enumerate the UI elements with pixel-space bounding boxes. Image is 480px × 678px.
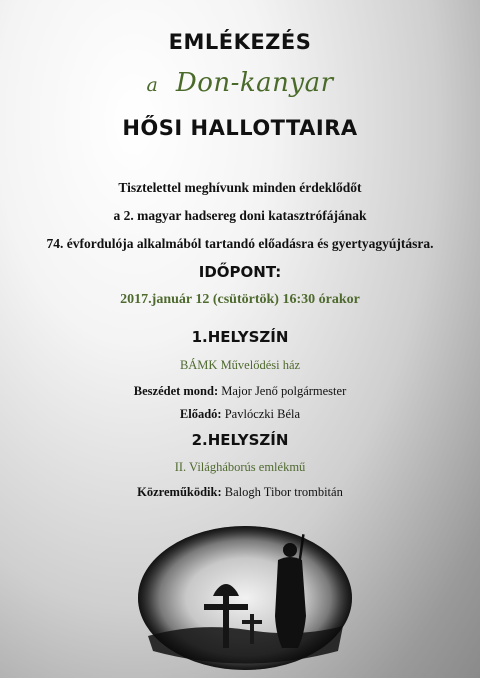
speech-value: Major Jenő polgármester [218,384,347,398]
speech-label: Beszédet mond: [133,384,219,398]
location2-contrib [0,485,480,500]
poster-subtitle: HŐSI HALLOTTAIRA [122,116,358,140]
intro-line-3: 74. évfordulója alkalmából tartandó előadásra és gyertyagyújtásra. [46,236,434,251]
poster-title: EMLÉKEZÉS [168,30,312,54]
location1-heading: 1.HELYSZÍN [191,328,289,346]
script-don-kanyar: Don-kanyar [175,68,334,98]
location1-lecturer [0,407,480,422]
time-heading: IDŐPONT: [198,263,282,281]
script-heading [0,68,480,98]
event-date: 2017.január 12 (csütörtök) 16:30 órakor [120,292,360,307]
intro-line-2: a 2. magyar hadsereg doni katasztrófájának [113,208,367,223]
location1-name: BÁMK Művelődési ház [179,358,301,372]
contrib-label: Közreműködik: [137,485,222,499]
lecturer-value: Pavlóczki Béla [221,407,301,421]
location2-heading: 2.HELYSZÍN [191,431,289,449]
contrib-value: Balogh Tibor trombitán [221,485,343,499]
script-a: a [146,74,158,96]
location1-speech [0,384,480,399]
location2-name: II. Világháborús emlékmű [174,460,306,474]
memorial-photo [138,526,352,670]
intro-line-1: Tisztelettel meghívunk minden érdeklődőt [118,180,362,195]
lecturer-label: Előadó: [179,407,222,421]
